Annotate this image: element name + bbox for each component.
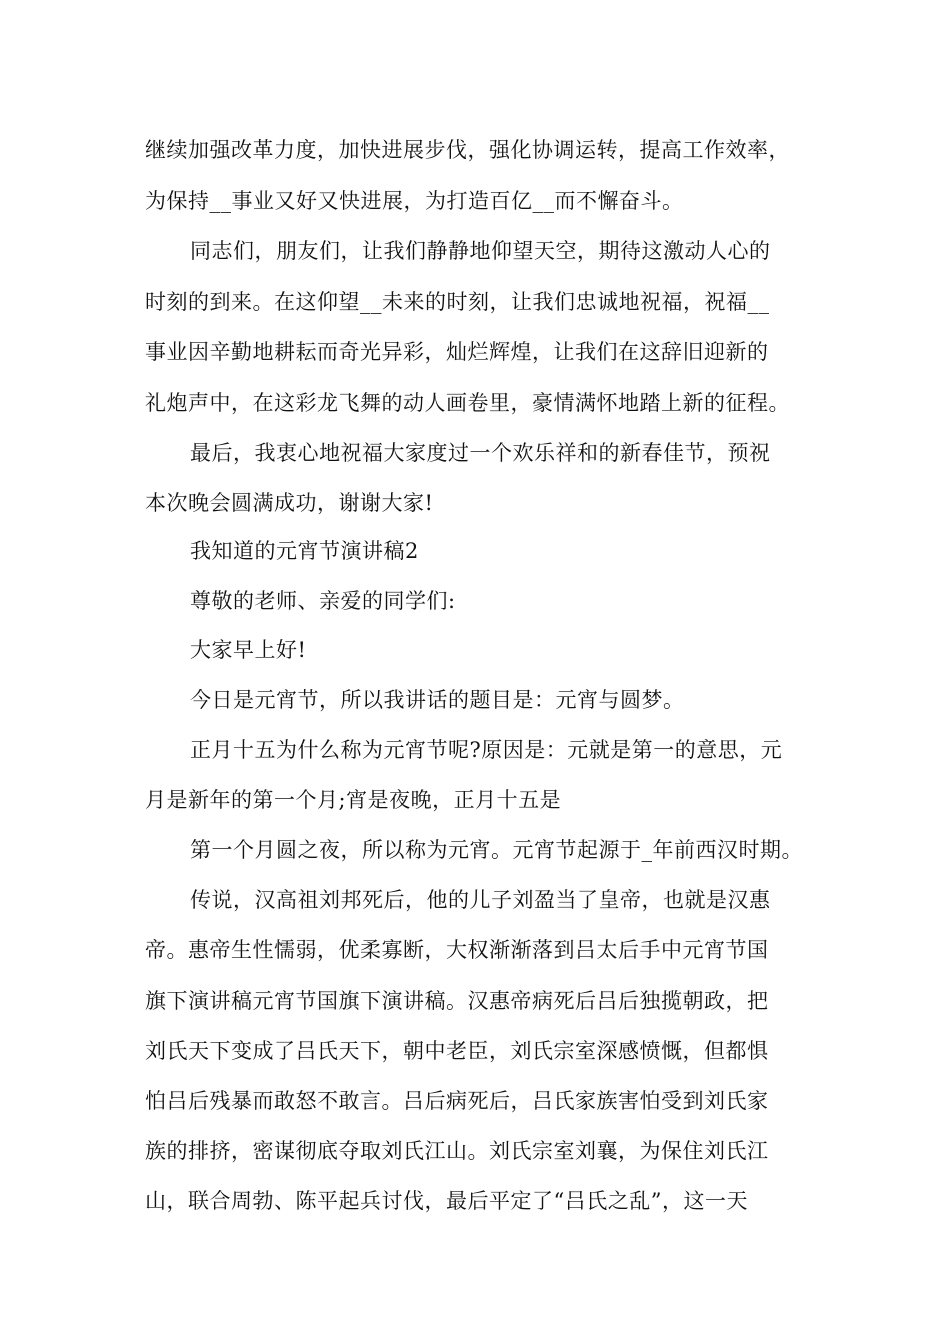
text-line: 族的排挤，密谋彻底夺取刘氏江山。刘氏宗室刘襄，为保住刘氏江 bbox=[145, 1139, 769, 1163]
text-line: 本次晚会圆满成功，谢谢大家! bbox=[145, 491, 434, 515]
text-line: 为保持__事业又好又快进展，为打造百亿__而不懈奋斗。 bbox=[145, 189, 684, 213]
text-line: 第一个月圆之夜，所以称为元宵。元宵节起源于_年前西汉时期。 bbox=[190, 838, 803, 862]
text-line: 最后，我衷心地祝福大家度过一个欢乐祥和的新春佳节，预祝 bbox=[190, 441, 771, 465]
text-line: 大家早上好! bbox=[190, 638, 307, 662]
text-line: 今日是元宵节，所以我讲话的题目是：元宵与圆梦。 bbox=[190, 688, 685, 712]
text-line: 时刻的到来。在这仰望__未来的时刻，让我们忠诚地祝福，祝福__ bbox=[145, 290, 770, 314]
text-line: 礼炮声中，在这彩龙飞舞的动人画卷里，豪情满怀地踏上新的征程。 bbox=[145, 391, 790, 415]
text-line: 怕吕后残暴而敢怒不敢言。吕后病死后，吕氏家族害怕受到刘氏家 bbox=[145, 1089, 769, 1113]
text-line: 月是新年的第一个月;宵是夜晚，正月十五是 bbox=[145, 788, 562, 812]
text-line: 同志们，朋友们，让我们静静地仰望天空，期待这激动人心的 bbox=[190, 239, 771, 263]
text-line: 山，联合周勃、陈平起兵讨伐，最后平定了“吕氏之乱”，这一天 bbox=[145, 1189, 748, 1213]
text-line: 帝。惠帝生性懦弱，优柔寡断，大权渐渐落到吕太后手中元宵节国 bbox=[145, 938, 769, 962]
text-line: 传说，汉高祖刘邦死后，他的儿子刘盈当了皇帝，也就是汉惠 bbox=[190, 888, 771, 912]
text-line: 事业因辛勤地耕耘而奇光异彩，灿烂辉煌，让我们在这辞旧迎新的 bbox=[145, 340, 769, 364]
text-line: 旗下演讲稿元宵节国旗下演讲稿。汉惠帝病死后吕后独揽朝政，把 bbox=[145, 989, 769, 1013]
text-line: 继续加强改革力度，加快进展步伐，强化协调运转，提高工作效率， bbox=[145, 138, 790, 162]
text-line: 尊敬的老师、亲爱的同学们: bbox=[190, 589, 456, 613]
text-line: 正月十五为什么称为元宵节呢?原因是：元就是第一的意思，元 bbox=[190, 738, 783, 762]
section-heading: 我知道的元宵节演讲稿2 bbox=[190, 539, 419, 563]
text-line: 刘氏天下变成了吕氏天下，朝中老臣，刘氏宗室深感愤慨，但都惧 bbox=[145, 1039, 769, 1063]
